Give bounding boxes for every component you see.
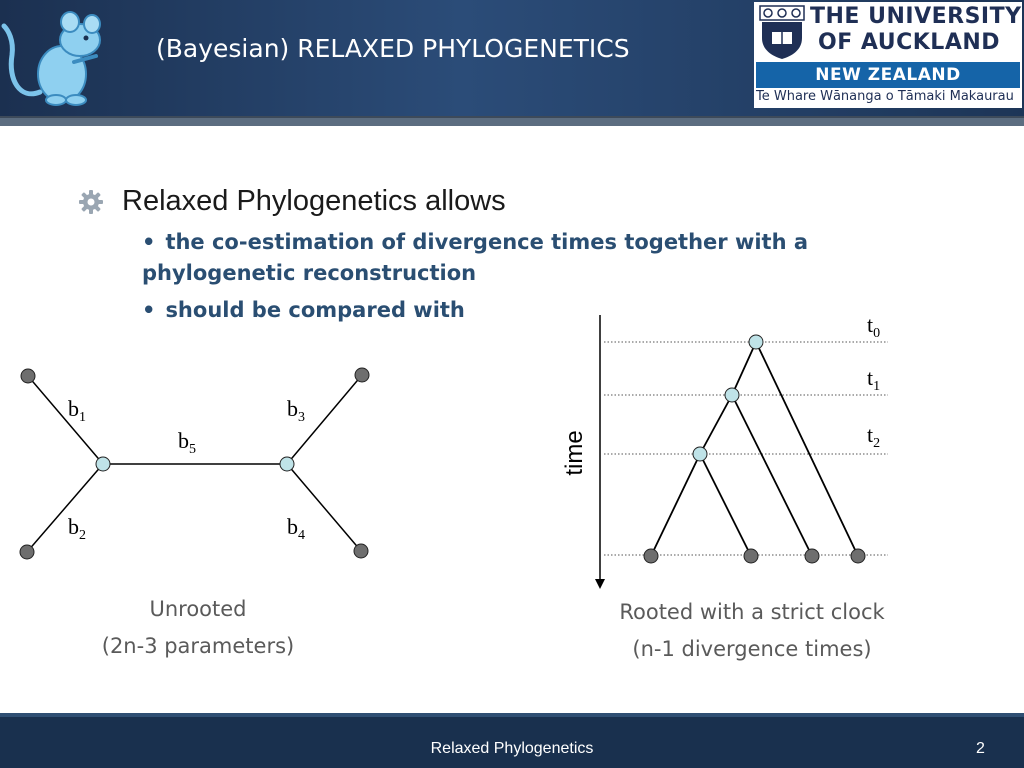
label-t0: $t_0$ xyxy=(867,312,881,341)
university-name-line2: OF AUCKLAND xyxy=(818,30,1001,55)
page-number: 2 xyxy=(976,740,985,757)
gear-icon xyxy=(78,189,104,215)
university-logo xyxy=(754,2,1022,108)
rooted-tree-diagram xyxy=(550,305,900,595)
leaf-node xyxy=(644,549,658,563)
label-t2: $t_2$ xyxy=(867,422,881,451)
mouse-mascot-icon xyxy=(0,0,120,118)
unrooted-caption-line2: (2n-3 parameters) xyxy=(101,634,295,658)
internal-node xyxy=(693,447,707,461)
leaf-node xyxy=(20,545,34,559)
internal-node xyxy=(96,457,110,471)
branch xyxy=(732,395,812,556)
footer-title: Relaxed Phylogenetics xyxy=(430,740,594,757)
rooted-caption-line1: Rooted with a strict clock xyxy=(619,600,885,624)
internal-node xyxy=(280,457,294,471)
branch xyxy=(700,395,732,454)
internal-node xyxy=(749,335,763,349)
slide-title: (Bayesian) RELAXED PHYLOGENETICS xyxy=(156,34,630,63)
university-crest-icon xyxy=(756,4,808,60)
leaf-node xyxy=(744,549,758,563)
leaf-node xyxy=(354,544,368,558)
university-maori-name: Te Whare Wānanga o Tāmaki Makaurau xyxy=(756,89,1014,104)
rooted-caption-line2: (n-1 divergence times) xyxy=(632,637,872,661)
branch-b2 xyxy=(27,464,103,552)
bullet-main: Relaxed Phylogenetics allows xyxy=(122,185,506,217)
bullet-dot: • xyxy=(142,230,156,254)
leaf-node xyxy=(851,549,865,563)
header-stripe xyxy=(0,118,1024,126)
branch xyxy=(756,342,858,556)
label-b5: $b_5$ xyxy=(178,428,196,457)
leaf-node xyxy=(355,368,369,382)
label-b2: $b_2$ xyxy=(68,514,86,543)
leaf-node xyxy=(805,549,819,563)
sub-bullet-1-line2: phylogenetic reconstruction xyxy=(142,261,477,285)
unrooted-tree-diagram xyxy=(0,350,400,580)
university-name-line1: THE UNIVERSITY xyxy=(810,4,1022,29)
time-axis-label: time xyxy=(561,430,588,476)
internal-node xyxy=(725,388,739,402)
university-country-bar: NEW ZEALAND xyxy=(756,62,1020,88)
branch xyxy=(700,454,751,556)
sub-bullet-1 xyxy=(142,230,808,254)
branch xyxy=(651,454,700,556)
sub-bullet-2 xyxy=(142,298,465,322)
unrooted-caption-line1: Unrooted xyxy=(149,597,247,621)
bullet-dot: • xyxy=(142,298,156,322)
label-b3: $b_3$ xyxy=(287,396,305,425)
time-axis-arrow xyxy=(595,579,605,589)
branch-b1 xyxy=(28,376,103,464)
sub-bullet-2-text: should be compared with xyxy=(165,298,465,322)
label-b1: $b_1$ xyxy=(68,396,86,425)
branch xyxy=(732,342,756,395)
sub-bullet-1-line1: the co-estimation of divergence times together with a xyxy=(165,230,809,254)
leaf-node xyxy=(21,369,35,383)
label-t1: $t_1$ xyxy=(867,365,881,394)
label-b4: $b_4$ xyxy=(287,514,305,543)
